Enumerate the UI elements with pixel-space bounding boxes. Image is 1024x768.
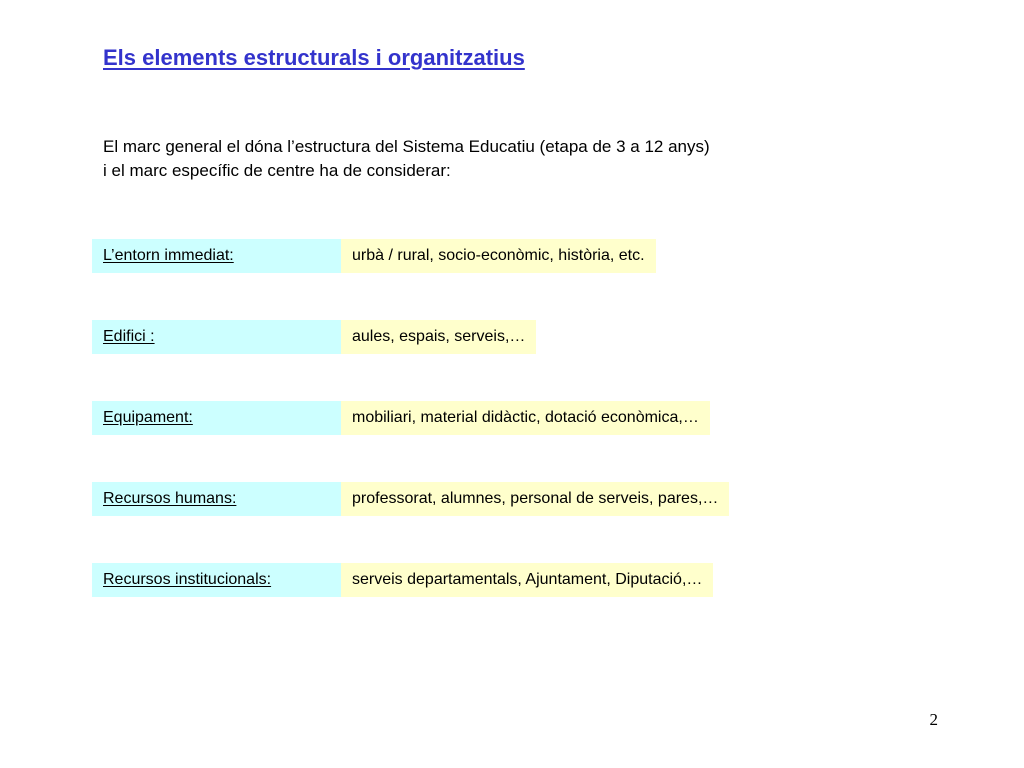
intro-text [103,135,710,183]
item-value-equipament: mobiliari, material didàctic, dotació econòmica,… [341,401,710,435]
item-label-box [92,401,341,435]
item-value-edifici: aules, espais, serveis,… [341,320,536,354]
item-label-box [92,320,341,354]
item-value-recursos-institucionals: serveis departamentals, Ajuntament, Diputació,… [341,563,713,597]
item-label-box [92,563,341,597]
intro-line-1: El marc general el dóna l’estructura del Sistema Educatiu (etapa de 3 a 12 anys) [103,137,710,156]
slide-title: Els elements estructurals i organitzatius [103,45,525,70]
item-label-entorn[interactable]: L’entorn immediat: [103,247,234,264]
item-value-recursos-humans: professorat, alumnes, personal de serveis, pares,… [341,482,729,516]
item-label-recursos-humans[interactable]: Recursos humans: [103,490,237,507]
item-label-edifici[interactable]: Edifici : [103,328,155,345]
item-label-equipament[interactable]: Equipament: [103,409,193,426]
item-label-box [92,482,341,516]
item-label-recursos-institucionals[interactable]: Recursos institucionals: [103,571,272,588]
page-number: 2 [929,710,938,729]
intro-line-2: i el marc específic de centre ha de considerar: [103,161,451,180]
item-value-entorn: urbà / rural, socio-econòmic, història, etc. [341,239,656,273]
item-label-box [92,239,341,273]
